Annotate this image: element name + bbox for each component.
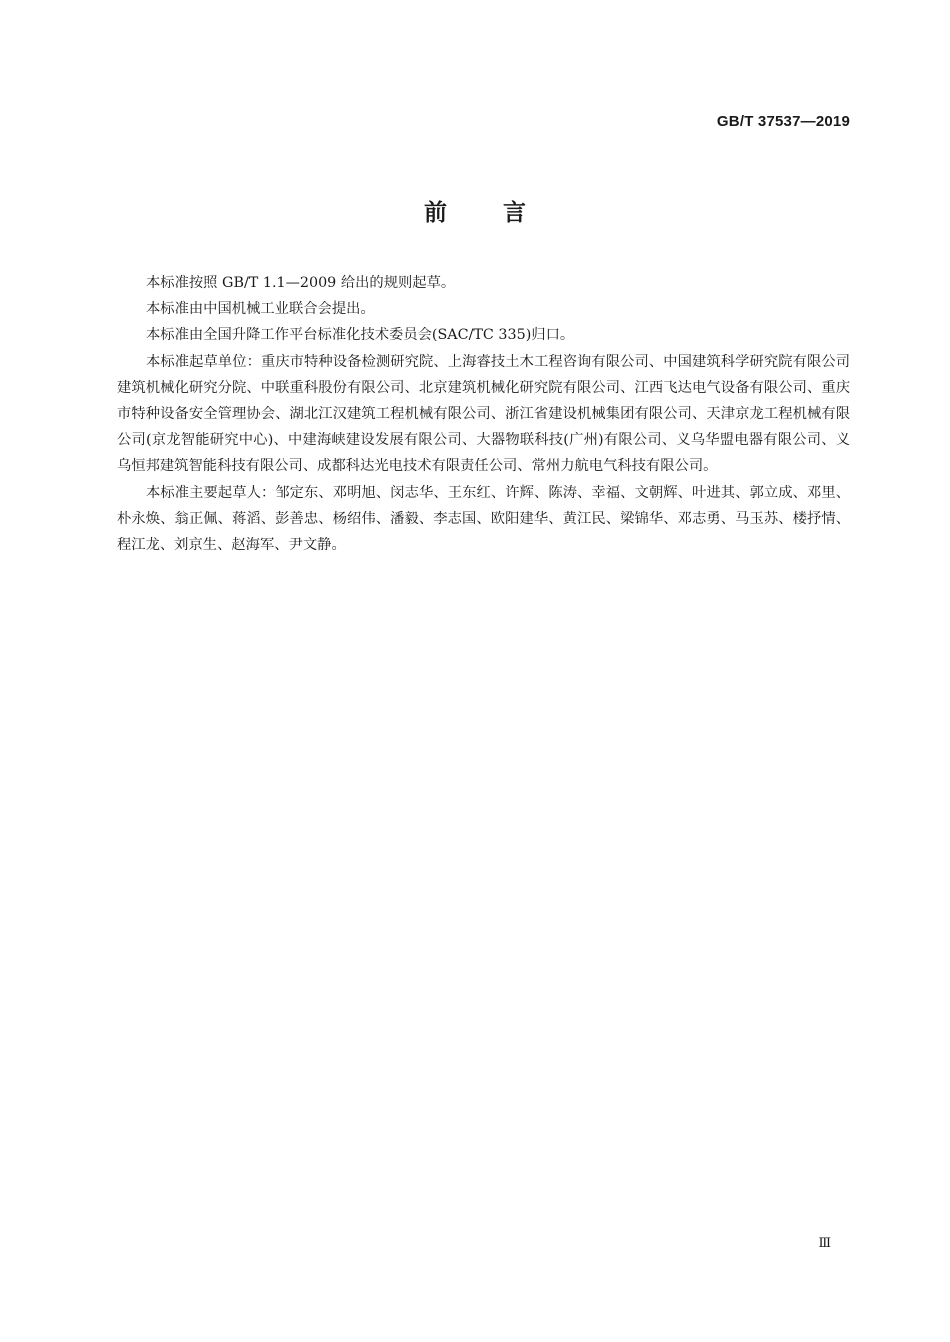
page-number: Ⅲ <box>818 1236 830 1251</box>
paragraph-proposer: 本标准由中国机械工业联合会提出。 <box>146 301 375 318</box>
paragraph-drafting-units: 本标准起草单位：重庆市特种设备检测研究院、上海睿技土木工程咨询有限公司、中国建筑科学研究院有限公司建筑机械化研究分院、中联重科股份有限公司、北京建筑机械化研究院有限公司、江西飞达电气设备有限公司、重庆市特种设备安全管理协会、湖北江汉建筑工程机械有限公司、浙江省建设机械集团有限公司、天津京龙工程机械有限公司(京龙智能研究中心)、中建海峡建设发展有限公司、大器物联科技(广州)有限公司、义乌华盟电器有限公司、义乌恒邦建筑智能科技有限公司、成都科达光电技术有限责任公司、常州力航电气科技有限公司。 <box>117 353 850 475</box>
paragraph-drafting-rules: 本标准按照 GB/T 1.1—2009 给出的规则起草。 <box>146 275 456 291</box>
standard-number: GB/T 37537—2019 <box>716 113 850 130</box>
page-title: 前言 <box>424 200 582 226</box>
paragraph-committee: 本标准由全国升降工作平台标准化技术委员会(SAC/TC 335)归口。 <box>146 327 575 344</box>
document-body <box>117 270 850 558</box>
paragraph-drafters: 本标准主要起草人：邹定东、邓明旭、闵志华、王东红、许辉、陈涛、幸福、文朝辉、叶进其、郭立成、邓里、朴永焕、翁正佩、蒋滔、彭善忠、杨绍伟、潘毅、李志国、欧阳建华、黄江民、梁锦华、邓志勇、马玉苏、楼抒情、程江龙、刘京生、赵海军、尹文静。 <box>117 484 850 554</box>
